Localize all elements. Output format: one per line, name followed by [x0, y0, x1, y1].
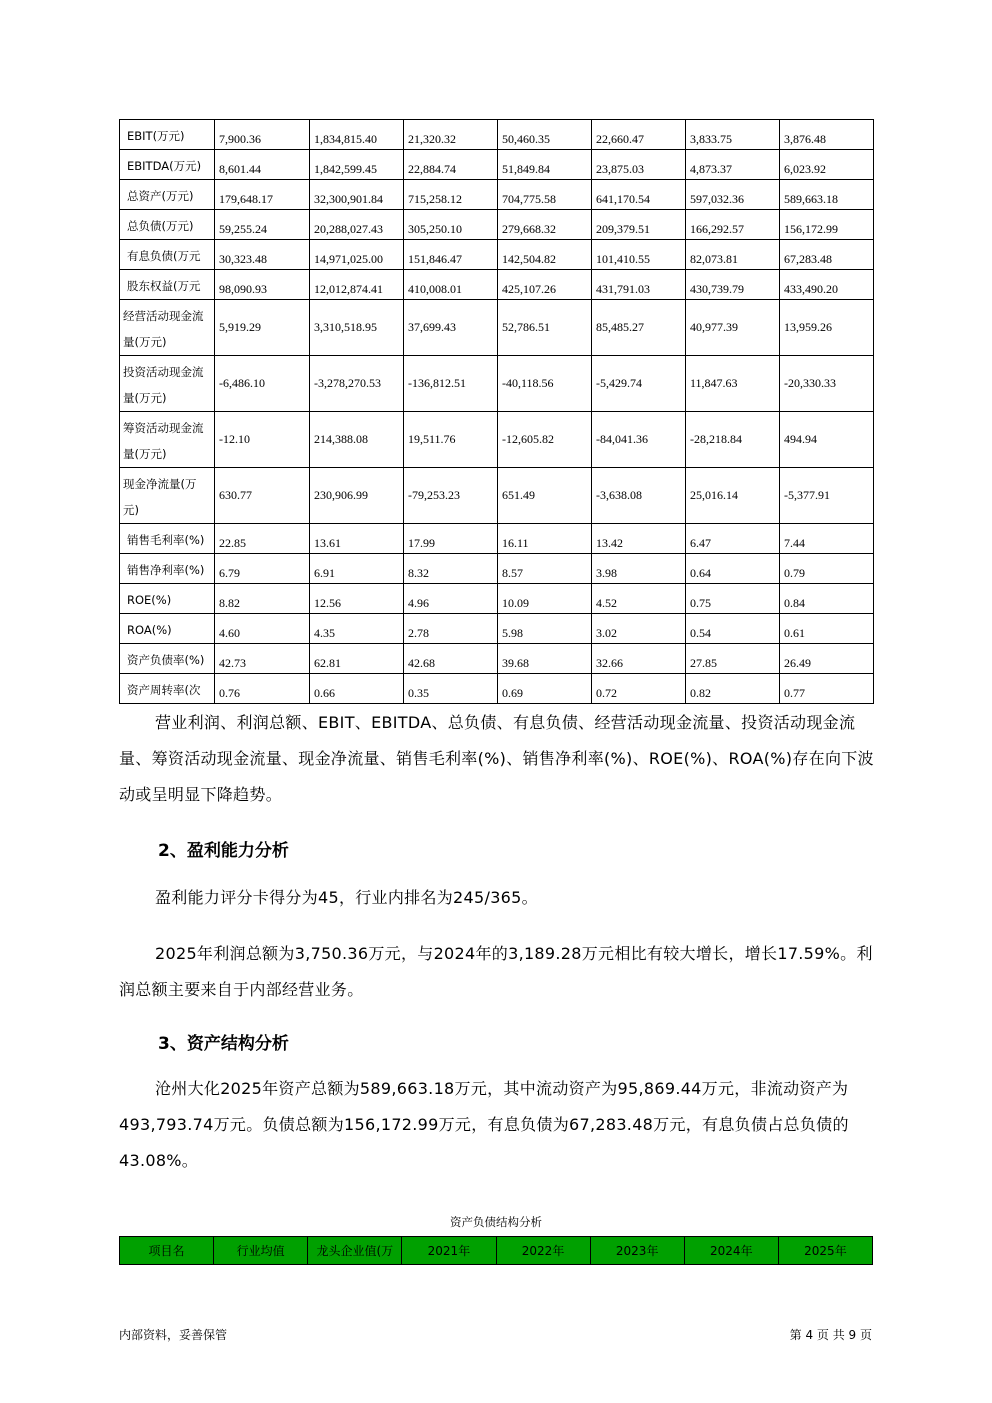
table-cell: -3,638.08 [592, 468, 686, 524]
table-cell: 0.79 [780, 554, 874, 584]
financial-metrics-table [119, 119, 874, 704]
row-label: 资产负债率(%) [120, 644, 215, 674]
row-label: 现金净流量(万元) [120, 468, 215, 524]
table-cell: 179,648.17 [215, 180, 310, 210]
table-row [120, 180, 874, 210]
table-cell: 8.57 [498, 554, 592, 584]
table-cell: 431,791.03 [592, 270, 686, 300]
table-cell: 597,032.36 [686, 180, 780, 210]
table-cell: -5,429.74 [592, 356, 686, 412]
table-cell: 39.68 [498, 644, 592, 674]
table-cell: 22.85 [215, 524, 310, 554]
table-row [120, 614, 874, 644]
table-cell: 0.77 [780, 674, 874, 704]
trend-paragraph: 营业利润、利润总额、EBIT、EBITDA、总负债、有息负债、经营活动现金流量、投资活动现金流量、筹资活动现金流量、现金净流量、销售毛利率(%)、销售净利率(%)、ROE(%)、ROA(%)存在向下波动或呈明显下降趋势。 [119, 713, 874, 804]
table-cell: 19,511.76 [404, 412, 498, 468]
table-cell: 20,288,027.43 [310, 210, 404, 240]
table-cell: 101,410.55 [592, 240, 686, 270]
row-label: 经营活动现金流量(万元) [120, 300, 215, 356]
table-cell: 37,699.43 [404, 300, 498, 356]
table-row [120, 120, 874, 150]
row-label: 有息负债(万元 [120, 240, 215, 270]
table-cell: 651.49 [498, 468, 592, 524]
table-row [120, 356, 874, 412]
asset-structure-paragraph: 沧州大化2025年资产总额为589,663.18万元，其中流动资产为95,869.44万元，非流动资产为493,793.74万元。负债总额为156,172.99万元，有息负债为67,283.48万元，有息负债占总负债的43.08%。 [119, 1079, 849, 1170]
table-cell: 0.84 [780, 584, 874, 614]
table-cell: 21,320.32 [404, 120, 498, 150]
table-cell: -20,330.33 [780, 356, 874, 412]
table-cell: 279,668.32 [498, 210, 592, 240]
table-cell: 0.54 [686, 614, 780, 644]
table-cell: 62.81 [310, 644, 404, 674]
table-cell: 494.94 [780, 412, 874, 468]
row-label: 销售毛利率(%) [120, 524, 215, 554]
table-row [120, 644, 874, 674]
column-header: 2024年 [684, 1237, 778, 1265]
table-cell: 6,023.92 [780, 150, 874, 180]
table-cell: 3.98 [592, 554, 686, 584]
table-cell: 82,073.81 [686, 240, 780, 270]
profit-total-paragraph: 2025年利润总额为3,750.36万元，与2024年的3,189.28万元相比有较大增长，增长17.59%。利润总额主要来自于内部经营业务。 [119, 944, 873, 999]
row-label: EBIT(万元) [120, 120, 215, 150]
table-cell: 0.66 [310, 674, 404, 704]
table-cell: 13.61 [310, 524, 404, 554]
table-row [120, 270, 874, 300]
table-cell: 13.42 [592, 524, 686, 554]
table-cell: 305,250.10 [404, 210, 498, 240]
table-cell: 2.78 [404, 614, 498, 644]
row-label: 销售净利率(%) [120, 554, 215, 584]
table-cell: -28,218.84 [686, 412, 780, 468]
table-cell: -5,377.91 [780, 468, 874, 524]
table-cell: 0.82 [686, 674, 780, 704]
table-cell: 704,775.58 [498, 180, 592, 210]
row-label: 股东权益(万元 [120, 270, 215, 300]
footer-confidential-note: 内部资料，妥善保管 [119, 1328, 228, 1342]
table-cell: 32,300,901.84 [310, 180, 404, 210]
table-row [120, 210, 874, 240]
table-row [120, 300, 874, 356]
table-cell: 17.99 [404, 524, 498, 554]
table-cell: 0.64 [686, 554, 780, 584]
table-row [120, 524, 874, 554]
column-header: 2023年 [590, 1237, 684, 1265]
column-header: 行业均值 [214, 1237, 308, 1265]
table-cell: 410,008.01 [404, 270, 498, 300]
table-cell: 11,847.63 [686, 356, 780, 412]
table-cell: 151,846.47 [404, 240, 498, 270]
table-cell: 4.35 [310, 614, 404, 644]
column-header: 2025年 [778, 1237, 872, 1265]
table-cell: 26.49 [780, 644, 874, 674]
table-cell: -3,278,270.53 [310, 356, 404, 412]
table-cell: 142,504.82 [498, 240, 592, 270]
table-cell: 25,016.14 [686, 468, 780, 524]
table-cell: 0.76 [215, 674, 310, 704]
table-cell: 10.09 [498, 584, 592, 614]
table-cell: 6.91 [310, 554, 404, 584]
table-cell: 22,660.47 [592, 120, 686, 150]
table-cell: 6.79 [215, 554, 310, 584]
table-row [120, 150, 874, 180]
table-cell: 0.72 [592, 674, 686, 704]
table-cell: 14,971,025.00 [310, 240, 404, 270]
column-header: 项目名 [120, 1237, 214, 1265]
table-cell: 51,849.84 [498, 150, 592, 180]
table-cell: 4,873.37 [686, 150, 780, 180]
table-row [120, 674, 874, 704]
row-label: 总资产(万元) [120, 180, 215, 210]
table-cell: 8.32 [404, 554, 498, 584]
table-cell: 5.98 [498, 614, 592, 644]
table-cell: 27.85 [686, 644, 780, 674]
table-cell: 5,919.29 [215, 300, 310, 356]
table-cell: 8.82 [215, 584, 310, 614]
table-cell: 230,906.99 [310, 468, 404, 524]
table-cell: 209,379.51 [592, 210, 686, 240]
table-cell: 7,900.36 [215, 120, 310, 150]
footer-page-number: 第 4 页 共 9 页 [789, 1328, 872, 1342]
table-cell: 8,601.44 [215, 150, 310, 180]
section-heading-asset-structure: 3、资产结构分析 [158, 1034, 289, 1054]
table-cell: 4.52 [592, 584, 686, 614]
table-cell: -40,118.56 [498, 356, 592, 412]
table-cell: 40,977.39 [686, 300, 780, 356]
table-cell: 4.96 [404, 584, 498, 614]
table-cell: 16.11 [498, 524, 592, 554]
table-cell: 52,786.51 [498, 300, 592, 356]
table-cell: 0.61 [780, 614, 874, 644]
table-cell: 715,258.12 [404, 180, 498, 210]
table-row [120, 412, 874, 468]
table-row [120, 554, 874, 584]
profitability-score-paragraph: 盈利能力评分卡得分为45，行业内排名为245/365。 [155, 888, 538, 907]
table-cell: -84,041.36 [592, 412, 686, 468]
table-cell: 430,739.79 [686, 270, 780, 300]
table-cell: -12.10 [215, 412, 310, 468]
table-cell: 630.77 [215, 468, 310, 524]
table-cell: -136,812.51 [404, 356, 498, 412]
table-cell: 50,460.35 [498, 120, 592, 150]
table-cell: -6,486.10 [215, 356, 310, 412]
row-label: 筹资活动现金流量(万元) [120, 412, 215, 468]
table-cell: 42.68 [404, 644, 498, 674]
table-cell: 641,170.54 [592, 180, 686, 210]
table-cell: 433,490.20 [780, 270, 874, 300]
table-cell: 3,833.75 [686, 120, 780, 150]
table-caption: 资产负债结构分析 [450, 1215, 542, 1229]
table-cell: -12,605.82 [498, 412, 592, 468]
table-cell: 22,884.74 [404, 150, 498, 180]
table-row [120, 584, 874, 614]
table-cell: -79,253.23 [404, 468, 498, 524]
table-cell: 3,876.48 [780, 120, 874, 150]
table-cell: 85,485.27 [592, 300, 686, 356]
table-cell: 4.60 [215, 614, 310, 644]
table-cell: 0.75 [686, 584, 780, 614]
row-label: 投资活动现金流量(万元) [120, 356, 215, 412]
table-cell: 42.73 [215, 644, 310, 674]
table-cell: 214,388.08 [310, 412, 404, 468]
table-cell: 6.47 [686, 524, 780, 554]
table-cell: 0.69 [498, 674, 592, 704]
table-cell: 67,283.48 [780, 240, 874, 270]
row-label: EBITDA(万元) [120, 150, 215, 180]
table-cell: 30,323.48 [215, 240, 310, 270]
table-cell: 12,012,874.41 [310, 270, 404, 300]
table-cell: 32.66 [592, 644, 686, 674]
column-header: 2022年 [496, 1237, 590, 1265]
table-cell: 13,959.26 [780, 300, 874, 356]
table-cell: 1,834,815.40 [310, 120, 404, 150]
table-row [120, 468, 874, 524]
table-header-row [120, 1237, 873, 1265]
table-cell: 425,107.26 [498, 270, 592, 300]
row-label: ROE(%) [120, 584, 215, 614]
column-header: 2021年 [402, 1237, 496, 1265]
table-cell: 12.56 [310, 584, 404, 614]
table-cell: 589,663.18 [780, 180, 874, 210]
row-label: 资产周转率(次 [120, 674, 215, 704]
table-row [120, 240, 874, 270]
table-cell: 1,842,599.45 [310, 150, 404, 180]
table-cell: 59,255.24 [215, 210, 310, 240]
table-cell: 0.35 [404, 674, 498, 704]
table-cell: 166,292.57 [686, 210, 780, 240]
table-cell: 7.44 [780, 524, 874, 554]
table-cell: 3,310,518.95 [310, 300, 404, 356]
table-cell: 156,172.99 [780, 210, 874, 240]
row-label: 总负债(万元) [120, 210, 215, 240]
section-heading-profitability: 2、盈利能力分析 [158, 841, 289, 861]
row-label: ROA(%) [120, 614, 215, 644]
table-cell: 3.02 [592, 614, 686, 644]
table-cell: 23,875.03 [592, 150, 686, 180]
table-cell: 98,090.93 [215, 270, 310, 300]
column-header: 龙头企业值(万 [308, 1237, 402, 1265]
asset-liability-structure-table [119, 1236, 873, 1265]
